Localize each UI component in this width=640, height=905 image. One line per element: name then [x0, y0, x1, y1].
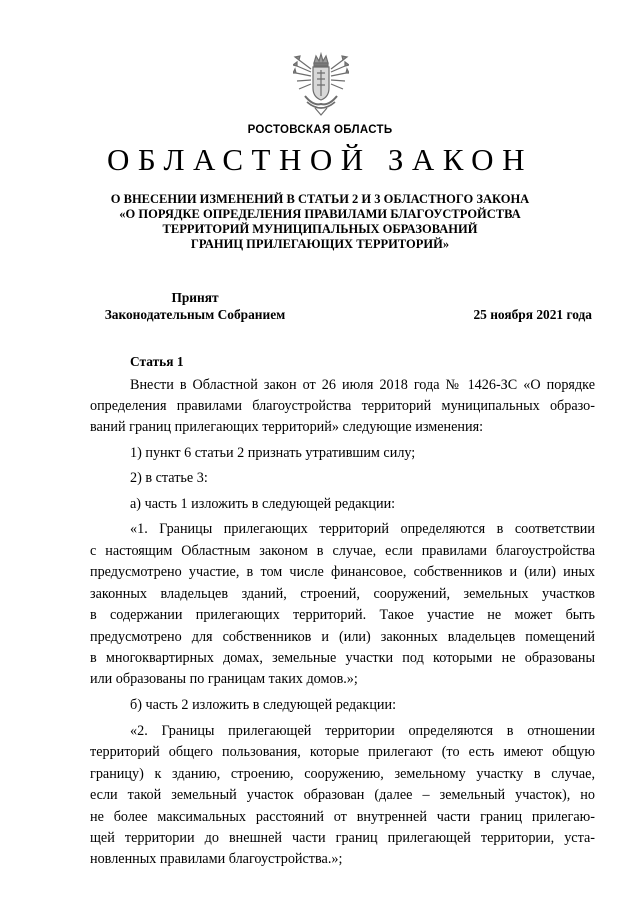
title-line: ТЕРРИТОРИЙ МУНИЦИПАЛЬНЫХ ОБРАЗОВАНИЙ	[162, 222, 478, 236]
coat-of-arms-icon	[293, 52, 349, 116]
text-line: законных владельцев зданий, строений, сооружений, земельных участков	[90, 586, 595, 602]
title-line: «О ПОРЯДКЕ ОПРЕДЕЛЕНИЯ ПРАВИЛАМИ БЛАГОУСТРОЙСТВА	[119, 207, 521, 221]
text-line: «1. Границы прилегающих территорий определяются в соответствии	[130, 521, 595, 537]
text-line: б) часть 2 изложить в следующей редакции:	[130, 697, 397, 713]
adoption-block	[90, 289, 300, 323]
text-line: границу) к зданию, строению, сооружению, земельному участку в случае,	[90, 766, 595, 782]
text-line: с настоящим Областным законом в случае, если правилами благоустройства	[90, 543, 595, 559]
article-heading: Статья 1	[130, 354, 184, 369]
text-line: предусмотрено участие, в том числе финансовое, собственников и (или) иных	[90, 564, 595, 580]
text-line: определения правилами благоустройства территорий муниципальных образо-	[90, 398, 595, 414]
document-title	[90, 192, 550, 252]
title-line: О ВНЕСЕНИИ ИЗМЕНЕНИЙ В СТАТЬИ 2 И 3 ОБЛАСТНОГО ЗАКОНА	[110, 192, 530, 206]
document-type: ОБЛАСТНОЙ ЗАКОН	[107, 142, 533, 177]
text-line: предусмотрено для собственников и (или) законных владельцев помещений	[90, 629, 595, 645]
text-line: в содержании прилегающих территорий. Такое участие не может быть	[90, 607, 595, 623]
title-line: ГРАНИЦ ПРИЛЕГАЮЩИХ ТЕРРИТОРИЙ»	[190, 237, 450, 251]
adoption-body: Законодательным Собранием	[104, 307, 286, 322]
text-line: ваний границ прилегающих территорий» следующие изменения:	[90, 419, 484, 435]
region-name: РОСТОВСКАЯ ОБЛАСТЬ	[247, 124, 393, 136]
text-line: новленных правилами благоустройства.»;	[90, 851, 343, 867]
text-line: в многоквартирных домах, земельные участки под которыми не образованы	[90, 650, 595, 666]
text-line: 1) пункт 6 статьи 2 признать утратившим силу;	[130, 445, 416, 461]
text-line: «2. Границы прилегающей территории определяются в отношении	[130, 723, 595, 739]
text-line: не более максимальных расстояний от внутренней части границ прилегаю-	[90, 809, 595, 825]
adoption-date: 25 ноября 2021 года	[473, 307, 592, 322]
text-line: а) часть 1 изложить в следующей редакции:	[130, 496, 396, 512]
text-line: 2) в статье 3:	[130, 470, 208, 486]
text-line: щей территории до внешней части границ прилегающей территории, уста-	[90, 830, 595, 846]
text-line: если такой земельный участок образован (далее – земельный участок), но	[90, 787, 595, 803]
text-line: Внести в Областной закон от 26 июля 2018 года № 1426-ЗС «О порядке	[130, 377, 595, 393]
adoption-label: Принят	[171, 290, 219, 305]
text-line: территорий общего пользования, которые прилегают (то есть имеют общую	[90, 744, 595, 760]
text-line: или образованы по границам таких домов.»;	[90, 671, 358, 687]
